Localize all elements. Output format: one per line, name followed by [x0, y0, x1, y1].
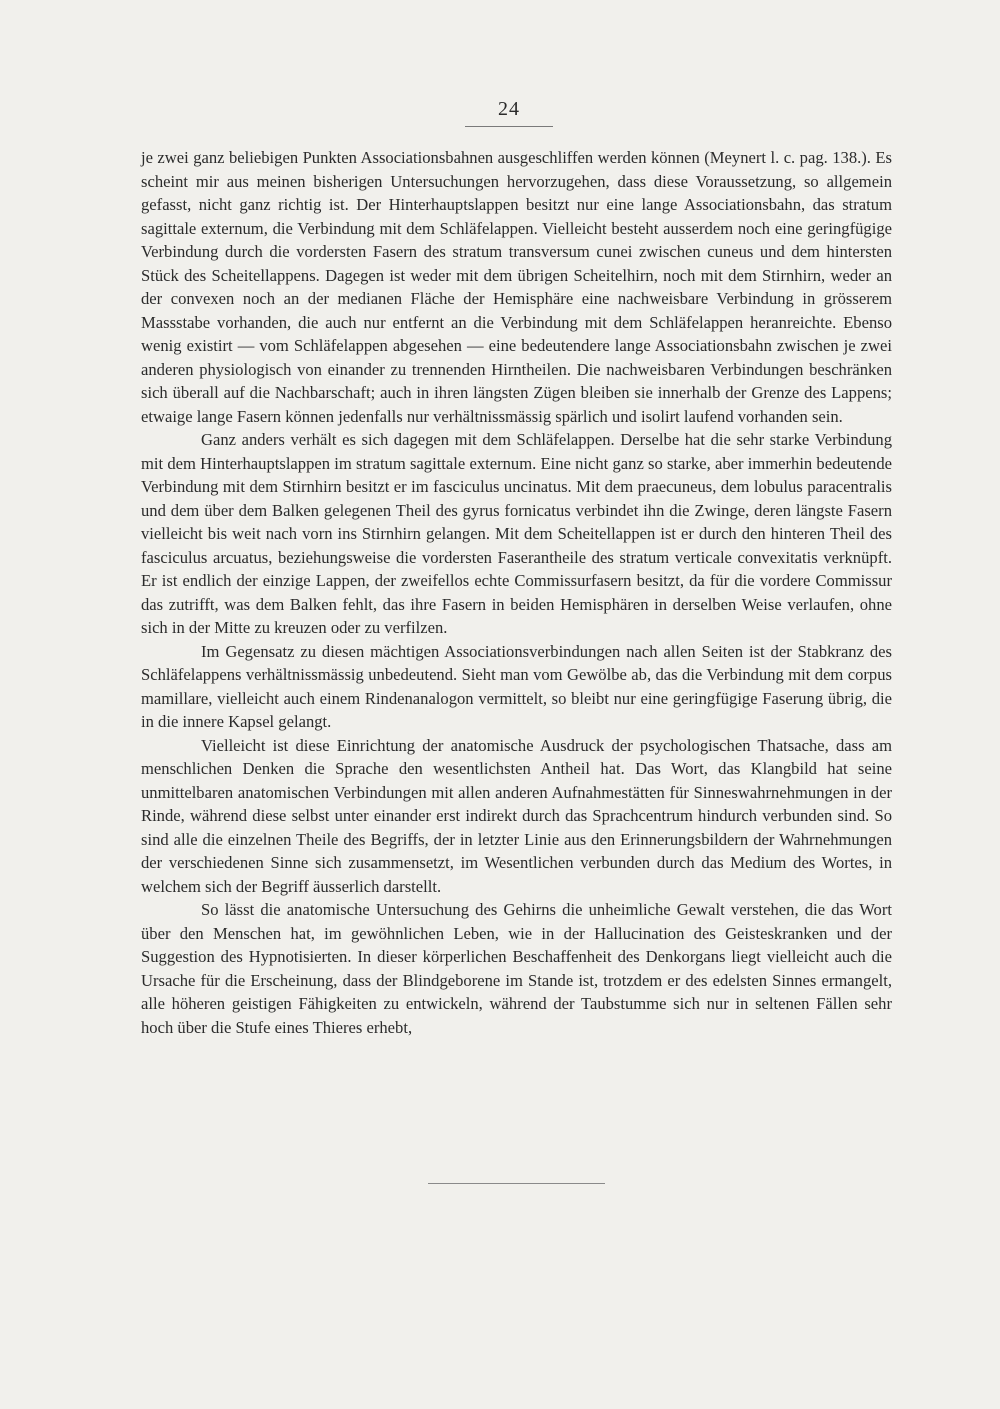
page-number: 24 [498, 98, 520, 120]
body-text [141, 146, 892, 1039]
paragraph-4: Vielleicht ist diese Einrichtung der anatomische Ausdruck der psychologischen Thatsache, dass am menschlichen Denken die Sprache den wesentlichsten Antheil hat. Das Wort, das Klangbild hat seine unmittelbaren anatomischen Verbindungen mit allen anderen Aufnahmestätten für Sinneswahrnehmungen in der Rinde, während diese selbst unter einander erst indirekt durch das Sprachcentrum hindurch verbunden sind. So sind alle die einzelnen Theile des Begriffs, der in letzter Linie aus den Erinnerungsbildern der Wahrnehmungen der verschiedenen Sinne sich zusammensetzt, im Wesentlichen verbunden durch das Medium des Wortes, in welchem sich der Begriff äusserlich darstellt. [141, 735, 892, 896]
paragraph-1: je zwei ganz beliebigen Punkten Associationsbahnen ausgeschliffen werden können (Meynert l. c. pag. 138.). Es scheint mir aus meinen bisherigen Untersuchungen hervorzugehen, dass diese Voraussetzung, so allgemein gefasst, nicht ganz richtig ist. Der Hinterhauptslappen besitzt nur eine lange Associationsbahn, das stratum sagittale externum, die Verbindung mit dem Schläfelappen. Vielleicht besteht ausserdem noch eine geringfügige Verbindung durch die vordersten Fasern des stratum transversum cunei zwischen cuneus und dem hintersten Stück des Scheitellappens. Dagegen ist weder mit dem übrigen Scheitelhirn, noch mit dem Stirnhirn, weder an der convexen noch an der medianen Fläche der Hemisphäre eine nachweisbare Verbindung in grösserem Massstabe vorhanden, die auch nur entfernt an die Verbindung mit dem Schläfelappen heranreichte. Ebenso wenig existirt — vom Schläfelappen abgesehen — eine bedeutendere lange Associationsbahn zwischen je zwei anderen physiologisch von einander zu trennenden Hirntheilen. Die nachweisbaren Verbindungen beschränken sich überall auf die Nachbarschaft; auch in ihren längsten Zügen bleiben sie innerhalb der Grenze des Lappens; etwaige lange Fasern können jedenfalls nur verhältnissmässig spärlich und isolirt laufend vorhanden sein. [141, 148, 892, 426]
footer-rule [428, 1183, 605, 1184]
paragraph-2: Ganz anders verhält es sich dagegen mit dem Schläfelappen. Derselbe hat die sehr starke Verbindung mit dem Hinterhauptslappen im stratum sagittale externum. Eine nicht ganz so starke, aber immerhin bedeutende Verbindung mit dem Stirnhirn besitzt er im fasciculus uncinatus. Mit dem praecuneus, dem lobulus paracentralis und dem über dem Balken gelegenen Theil des gyrus fornicatus verbindet ihn die Zwinge, deren längste Fasern vielleicht bis weit nach vorn ins Stirnhirn gelangen. Mit dem Scheitellappen ist er durch den hinteren Theil des fasciculus arcuatus, beziehungsweise die vordersten Faserantheile des stratum verticale convexitatis verknüpft. Er ist endlich der einzige Lappen, der zweifellos echte Commissurfasern besitzt, da für die vordere Commissur das zutrifft, was dem Balken fehlt, das ihre Fasern in beiden Hemisphären in derselben Weise verlaufen, ohne sich in der Mitte zu kreuzen oder zu verfilzen. [141, 430, 892, 637]
paragraph-5: So lässt die anatomische Untersuchung des Gehirns die unheimliche Gewalt verstehen, die das Wort über den Menschen hat, im gewöhnlichen Leben, wie in der Hallucination des Geisteskranken und der Suggestion des Hypnotisierten. In dieser körperlichen Beschaffenheit des Denkorgans liegt vielleicht auch die Ursache für die Erscheinung, dass der Blindgeborene im Stande ist, trotzdem er des edelsten Sinnes ermangelt, alle höheren geistigen Fähigkeiten zu entwickeln, während der Taubstumme sich nur in seltenen Fällen sehr hoch über die Stufe eines Thieres erhebt, [141, 900, 892, 1037]
paragraph-3: Im Gegensatz zu diesen mächtigen Associationsverbindungen nach allen Seiten ist der Stabkranz des Schläfelappens verhältnissmässig unbedeutend. Sieht man vom Gewölbe ab, das die Verbindung mit dem corpus mamillare, vielleicht auch einem Rindenanalogon vermittelt, so bleibt nur eine geringfügige Faserung übrig, die in die innere Kapsel gelangt. [141, 641, 892, 731]
header-rule [465, 126, 553, 127]
